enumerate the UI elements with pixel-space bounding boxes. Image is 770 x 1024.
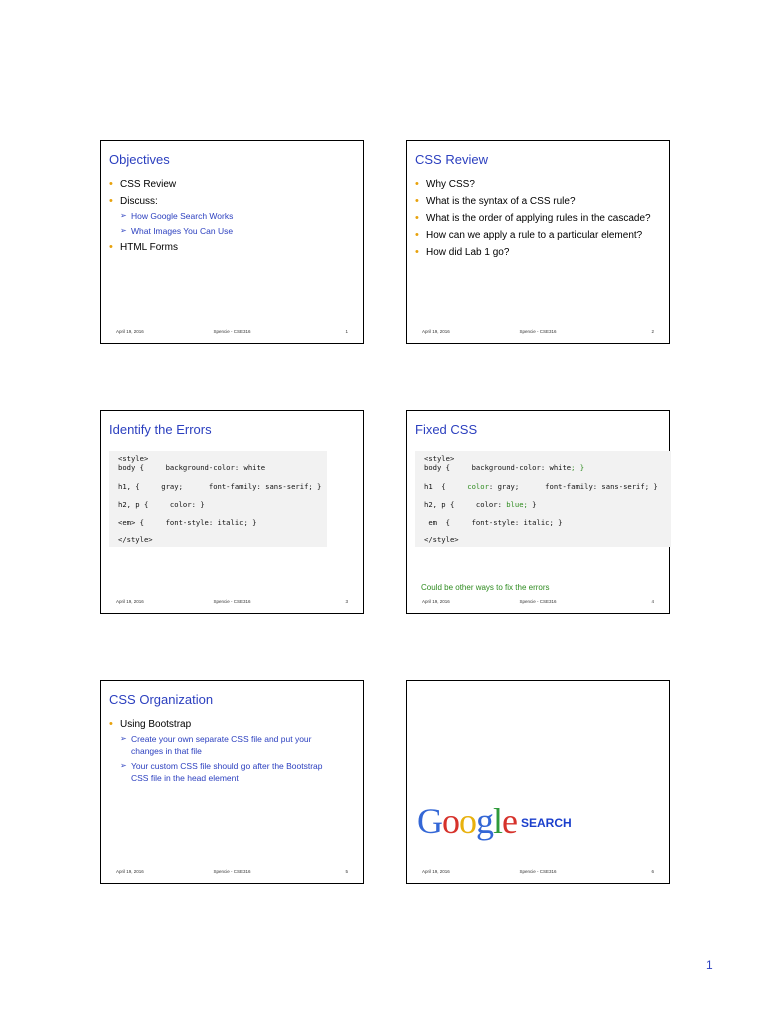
slide-title: Objectives [109,152,170,167]
slide-fixed-css [406,410,670,614]
logo-letter: g [476,801,493,841]
slide-number: 4 [651,599,654,604]
slide-css-organization [100,680,364,884]
list-item [109,178,359,191]
sub-bullet-list [120,733,340,784]
code-line: h1, { gray; font-family: sans-serif; } [118,482,322,491]
code-line [424,463,584,472]
slide-footer [101,329,363,337]
logo-letter: G [417,801,442,841]
slide-number: 6 [651,869,654,874]
code-line [424,500,537,509]
footer-course: Spencie - CSE316 [213,869,251,874]
code-line: body { background-color: white [118,463,266,472]
footer-date: April 19, 2016 [422,869,450,874]
logo-letter: e [502,801,517,841]
code-fix: color [467,482,489,491]
footer-course: Spencie - CSE316 [213,599,251,604]
sub-list-item: ➢ What Images You Can Use [120,225,359,237]
footer-date: April 19, 2016 [116,869,144,874]
logo-letter: o [442,801,459,841]
code-text: : gray; font-family: sans-serif; } [488,482,658,491]
list-item [109,241,359,254]
code-fix: blue; [506,500,528,509]
list-item: • What is the order of applying rules in the cascade? [415,212,665,225]
bullet-list [109,718,359,788]
slide-footer [407,329,669,337]
footer-date: April 19, 2016 [422,329,450,334]
code-line: <em> { font-style: italic; } [118,518,257,527]
list-item: • How can we apply a rule to a particular element? [415,229,665,242]
list-item: • How did Lab 1 go? [415,246,665,259]
slide-identify-errors [100,410,364,614]
slide-number: 2 [651,329,654,334]
bullet-text: HTML Forms [120,242,178,253]
code-block [109,451,327,547]
slide-footer [407,869,669,877]
bullet-list [109,178,359,258]
code-line: em { font-style: italic; } [424,518,563,527]
footer-course: Spencie - CSE316 [519,599,557,604]
sub-list-item: ➢ Your custom CSS file should go after the Bootstrap CSS file in the head element [120,760,340,784]
bullet-text: Discuss: [120,196,158,207]
slide-title: CSS Review [415,152,488,167]
slide-note: Could be other ways to fix the errors [421,583,550,592]
page-number: 1 [706,958,713,972]
footer-date: April 19, 2016 [116,599,144,604]
slide-footer [407,599,669,607]
code-line: <style> [118,454,149,463]
slide-number: 1 [345,329,348,334]
sub-list-item: ➢ How Google Search Works [120,210,359,222]
footer-date: April 19, 2016 [116,329,144,334]
code-text: body { background-color: white [424,463,572,472]
list-item [109,195,359,237]
code-fix: ; } [571,463,585,472]
bullet-text: Using Bootstrap [120,719,192,730]
code-block [415,451,671,547]
footer-course: Spencie - CSE316 [519,869,557,874]
list-item [109,718,359,784]
code-text: h1 { [424,482,468,491]
code-line: h2, p { color: } [118,500,205,509]
code-line: </style> [118,535,153,544]
slide-footer [101,599,363,607]
footer-course: Spencie - CSE316 [213,329,251,334]
slide-number: 5 [345,869,348,874]
code-line: </style> [424,535,459,544]
footer-date: April 19, 2016 [422,599,450,604]
slide-google-search [406,680,670,884]
code-text: } [527,500,537,509]
list-item: • Why CSS? [415,178,665,191]
bullet-list [415,178,665,263]
slide-title: CSS Organization [109,692,214,707]
slide-footer [101,869,363,877]
logo-letter: l [493,801,503,841]
logo-letter: o [459,801,476,841]
code-text: h2, p { color: [424,500,507,509]
code-line [424,482,658,491]
slide-objectives [100,140,364,344]
code-line: <style> [424,454,455,463]
footer-course: Spencie - CSE316 [519,329,557,334]
list-item: • What is the syntax of a CSS rule? [415,195,665,208]
bullet-text: CSS Review [120,179,177,190]
sub-list-item: ➢ Create your own separate CSS file and put your changes in that file [120,733,340,757]
google-logo [417,800,517,842]
slide-number: 3 [345,599,348,604]
slide-css-review [406,140,670,344]
slide-title: Fixed CSS [415,422,478,437]
search-label: SEARCH [521,816,572,830]
slide-title: Identify the Errors [109,422,212,437]
sub-bullet-list [120,210,359,237]
